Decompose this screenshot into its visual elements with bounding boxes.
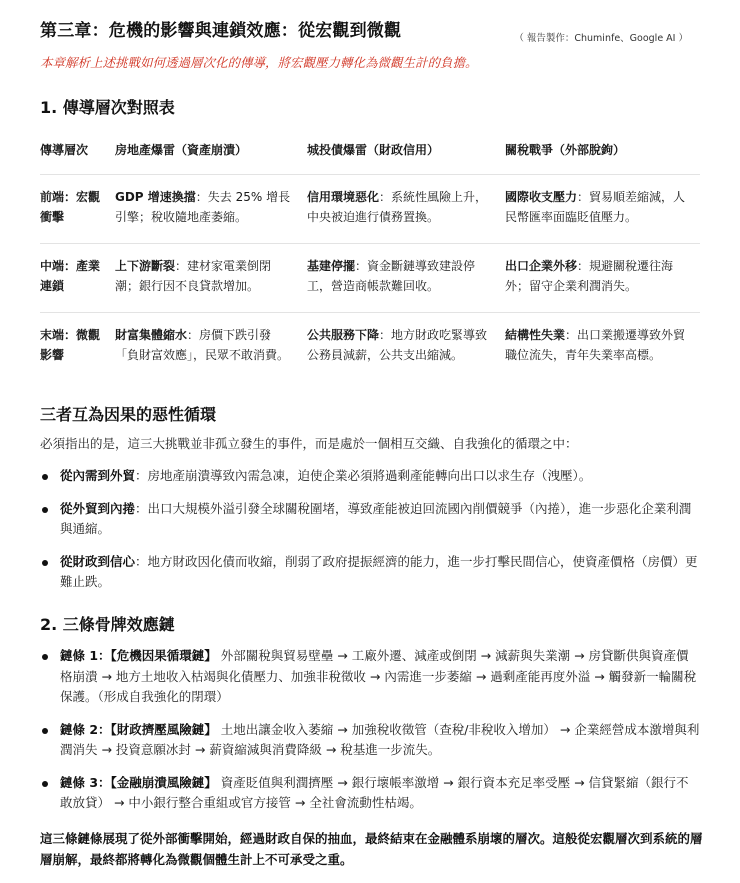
table-cell xyxy=(307,244,505,313)
table-cell xyxy=(307,313,505,382)
cell-term: 公共服務下降 xyxy=(307,328,380,342)
table-cell xyxy=(505,175,700,244)
chain-term: 鏈條 1：【危機因果循環鏈】 xyxy=(60,648,217,663)
domino-chain-list xyxy=(40,646,700,814)
list-item xyxy=(40,646,700,708)
chain-desc: 土地出讓金收入萎縮 → 加強稅收徵管（查稅/非稅收入增加） → 企業經營成本激增與利潤消失 → 投資意願冰封 → 薪資縮減與消費降級 → 稅基進一步流失。 xyxy=(60,721,700,757)
cycle-lead-paragraph: 必須指出的是，這三大挑戰並非孤立發生的事件，而是處於一個相互交織、自我強化的循環之中： xyxy=(40,436,578,451)
table-cell xyxy=(505,313,700,382)
table-row xyxy=(40,244,700,313)
conclusion-paragraph: 這三條鏈條展現了從外部衝擊開始，經過財政自保的抽血，最終結束在金融體系崩壞的層次。這般從宏觀層次到系統的層層崩解，最終都將轉化為微觀個體生計上不可承受之重。 xyxy=(40,831,703,867)
table-header-row xyxy=(40,136,700,175)
section-heading-vicious-cycle: 三者互為因果的惡性循環 xyxy=(40,405,217,424)
cell-desc: ：出口業搬遷導致外貿職位流失，青年失業率高標。 xyxy=(505,328,686,362)
section-heading-transmission-table: 1. 傳導層次對照表 xyxy=(40,98,175,117)
cell-term: 出口企業外移 xyxy=(505,259,578,273)
item-desc: ：房地產崩潰導致內需急凍，迫使企業必須將過剩產能轉向出口以求生存（洩壓）。 xyxy=(135,468,592,483)
item-desc: ：出口大規模外溢引發全球關稅圍堵，導致產能被迫回流國內削價競爭（內捲），進一步惡化企業利潤與通縮。 xyxy=(60,500,692,536)
cell-desc: ：規避關稅遷往海外；留守企業利潤消失。 xyxy=(505,259,674,293)
chain-desc: 外部關稅與貿易壁壘 → 工廠外遷、減產或倒閉 → 減薪與失業潮 → 房貸斷供與資產價格崩潰 → 地方土地收入枯竭與化債壓力、加強非稅徵收 → 內需進一步萎縮 → 過剩產能再度外溢 → 觸發新一輪關稅保護。（形成自我強化的閉環） xyxy=(60,648,697,704)
table-cell xyxy=(307,175,505,244)
list-item xyxy=(40,773,700,814)
column-header-real-estate: 房地產爆雷（資產崩潰） xyxy=(115,136,307,175)
chapter-title: 第三章：危機的影響與連鎖效應：從宏觀到微觀 xyxy=(40,21,402,41)
column-header-level: 傳導層次 xyxy=(40,136,115,175)
chapter-intro: 本章解析上述挑戰如何透過層次化的傳導，將宏觀壓力轉化為微觀生計的負擔。 xyxy=(40,55,478,70)
column-header-lgfv-debt: 城投債爆雷（財政信用） xyxy=(307,136,505,175)
report-credit: （ 報告製作：Chuminfe、Google AI ） xyxy=(514,33,688,44)
cell-desc: ：建材家電業倒閉潮；銀行因不良貸款增加。 xyxy=(115,259,272,293)
cell-desc: ：資金斷鏈導致建設停工，營造商帳款難回收。 xyxy=(307,259,476,293)
item-term: 從內需到外貿 xyxy=(60,468,136,483)
cell-term: 基建停擺 xyxy=(307,259,356,273)
table-row xyxy=(40,175,700,244)
cell-term: 財富集體縮水 xyxy=(115,328,188,342)
cycle-list xyxy=(40,466,700,593)
section-heading-domino-chains: 2. 三條骨牌效應鏈 xyxy=(40,615,175,634)
transmission-table xyxy=(40,136,700,381)
list-item xyxy=(40,552,700,593)
cell-desc: ：系統性風險上升，中央被迫進行債務置換。 xyxy=(307,190,488,224)
table-row xyxy=(40,313,700,382)
cell-term: 上下游斷裂 xyxy=(115,259,176,273)
item-term: 從外貿到內捲 xyxy=(60,500,136,516)
table-cell xyxy=(505,244,700,313)
column-header-tariff-war: 關稅戰爭（外部脫鉤） xyxy=(505,136,700,175)
cell-desc: ：房價下跌引發「負財富效應」，民眾不敢消費。 xyxy=(115,328,290,362)
item-term: 從財政到信心 xyxy=(60,553,136,569)
row-level-label: 中端：產業連鎖 xyxy=(40,244,115,313)
chain-desc: 資產貶值與利潤擠壓 → 銀行壞帳率激增 → 銀行資本充足率受壓 → 信貸緊縮（銀行不敢放貸） → 中小銀行整合重組或官方接管 → 全社會流動性枯竭。 xyxy=(60,774,689,810)
cell-term: 國際收支壓力 xyxy=(505,190,578,204)
table-cell xyxy=(115,175,307,244)
cell-term: 結構性失業 xyxy=(505,328,566,342)
cell-desc: ：地方財政吃緊導致公務員減薪，公共支出縮減。 xyxy=(307,328,488,362)
list-item xyxy=(40,499,700,540)
item-desc: ：地方財政因化債而收縮，削弱了政府提振經濟的能力，進一步打擊民間信心，使資產價格（房價）更難止跌。 xyxy=(60,553,698,589)
cell-desc: ：貿易順差縮減，人民幣匯率面臨貶值壓力。 xyxy=(505,190,686,224)
chain-term: 鏈條 3：【金融崩潰風險鏈】 xyxy=(60,774,217,790)
cell-term: 信用環境惡化 xyxy=(307,190,380,204)
table-cell xyxy=(115,313,307,382)
row-level-label: 末端：微觀影響 xyxy=(40,328,101,362)
table-cell xyxy=(115,244,307,313)
chain-term: 鏈條 2：【財政擠壓風險鏈】 xyxy=(60,721,217,737)
cell-desc: ：失去 25% 增長引擎；稅收隨地產萎縮。 xyxy=(115,190,291,224)
row-level-label: 前端：宏觀衝擊 xyxy=(40,175,115,244)
list-item xyxy=(40,720,700,761)
cell-term: GDP 增速換擋 xyxy=(115,190,196,204)
list-item xyxy=(40,466,700,487)
